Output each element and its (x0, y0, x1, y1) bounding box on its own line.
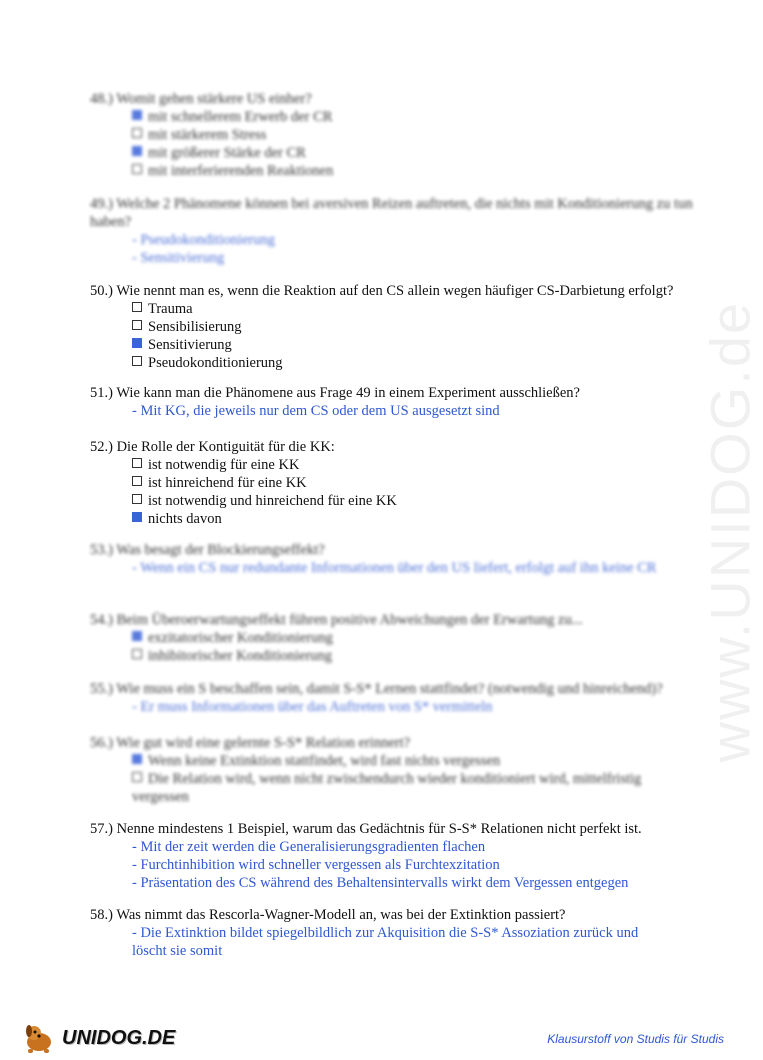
answer: - Präsentation des CS während des Behaltensintervalls wirkt dem Vergessen entgegen (132, 875, 629, 891)
question-55 (90, 680, 710, 716)
option: inhibitorischer Konditionierung (132, 647, 710, 665)
answer: - Mit der zeit werden die Generalisierungsgradienten flachen (132, 839, 486, 855)
option: mit größerer Stärke der CR (132, 144, 710, 162)
question-text: 51.) Wie kann man die Phänomene aus Frage 49 in einem Experiment ausschließen? (90, 385, 580, 401)
question-text: 53.) Was besagt der Blockierungseffekt? (90, 542, 325, 558)
checkbox-icon (132, 772, 142, 782)
question-text: 57.) Nenne mindestens 1 Beispiel, warum das Gedächtnis für S-S* Relationen nicht perfekt ist. (90, 821, 642, 837)
question-53 (90, 541, 710, 577)
checked-box-icon (132, 146, 142, 156)
checked-box-icon (132, 631, 142, 641)
watermark: www.UNIDOG.de (698, 300, 762, 763)
checkbox-icon (132, 128, 142, 138)
option: Trauma (132, 300, 710, 318)
question-48 (90, 90, 710, 180)
option: ist notwendig für eine KK (132, 456, 710, 474)
answer: - Wenn ein CS nur redundante Informationen über den US liefert, erfolgt auf ihn keine CR (132, 560, 657, 576)
checked-box-icon (132, 110, 142, 120)
question-51 (90, 384, 710, 420)
question-52 (90, 438, 710, 528)
question-text: 52.) Die Rolle der Kontiguität für die KK: (90, 439, 335, 455)
option: mit stärkerem Stress (132, 126, 710, 144)
option: nichts davon (132, 510, 710, 528)
answer: - Die Extinktion bildet spiegelbildlich zur Akquisition die S-S* Assoziation zurück und löscht sie somit (132, 925, 639, 959)
question-text: 50.) Wie nennt man es, wenn die Reaktion auf den CS allein wegen häufiger CS-Darbietung erfolgt? (90, 283, 674, 299)
checkbox-icon (132, 458, 142, 468)
question-text: 56.) Wie gut wird eine gelernte S-S* Relation erinnert? (90, 735, 411, 751)
option: Sensibilisierung (132, 318, 710, 336)
option: mit interferierenden Reaktionen (132, 162, 710, 180)
option: ist hinreichend für eine KK (132, 474, 710, 492)
option: Sensitivierung (132, 336, 710, 354)
dog-icon (22, 1021, 56, 1055)
question-56 (90, 734, 710, 806)
option: Die Relation wird, wenn nicht zwischendurch wieder konditioniert wird, mittelfristig (132, 770, 710, 788)
option: Wenn keine Extinktion stattfindet, wird fast nichts vergessen (132, 752, 710, 770)
checkbox-icon (132, 476, 142, 486)
question-49 (90, 195, 700, 267)
checkbox-icon (132, 164, 142, 174)
question-57 (90, 820, 710, 892)
answer: - Mit KG, die jeweils nur dem CS oder dem US ausgesetzt sind (132, 403, 500, 419)
option: ist notwendig und hinreichend für eine KK (132, 492, 710, 510)
unidog-logo[interactable] (22, 1016, 176, 1060)
checked-box-icon (132, 338, 142, 348)
checkbox-icon (132, 320, 142, 330)
answer: - Er muss Informationen über das Auftreten von S* vermitteln (132, 699, 493, 715)
option: Pseudokonditionierung (132, 354, 710, 372)
checked-box-icon (132, 754, 142, 764)
answer: - Pseudokonditionierung (132, 232, 275, 248)
question-50 (90, 282, 710, 372)
checkbox-icon (132, 494, 142, 504)
question-58 (90, 906, 670, 960)
checkbox-icon (132, 356, 142, 366)
checked-box-icon (132, 512, 142, 522)
question-54 (90, 611, 710, 665)
question-text: 58.) Was nimmt das Rescorla-Wagner-Modell an, was bei der Extinktion passiert? (90, 907, 566, 923)
question-text: 54.) Beim Überoerwartungseffekt führen positive Abweichungen der Erwartung zu... (90, 612, 583, 628)
option: exzitatorischer Konditionierung (132, 629, 710, 647)
answer: - Sensitivierung (132, 250, 225, 266)
question-text: 55.) Wie muss ein S beschaffen sein, damit S-S* Lernen stattfindet? (notwendig und hinreichend)? (90, 681, 663, 697)
logo-text: UNIDOG.DE (62, 1026, 176, 1049)
answer: - Furchtinhibition wird schneller vergessen als Furchtexzitation (132, 857, 500, 873)
footer-tagline: Klausurstoff von Studis für Studis (547, 1032, 724, 1046)
checkbox-icon (132, 302, 142, 312)
question-text: 49.) Welche 2 Phänomene können bei aversiven Reizen auftreten, die nichts mit Konditionierung zu tun haben? (90, 196, 693, 230)
option-continuation: vergessen (132, 789, 189, 805)
checkbox-icon (132, 649, 142, 659)
option: mit schnellerem Erwerb der CR (132, 108, 710, 126)
question-text: 48.) Womit gehen stärkere US einher? (90, 91, 312, 107)
